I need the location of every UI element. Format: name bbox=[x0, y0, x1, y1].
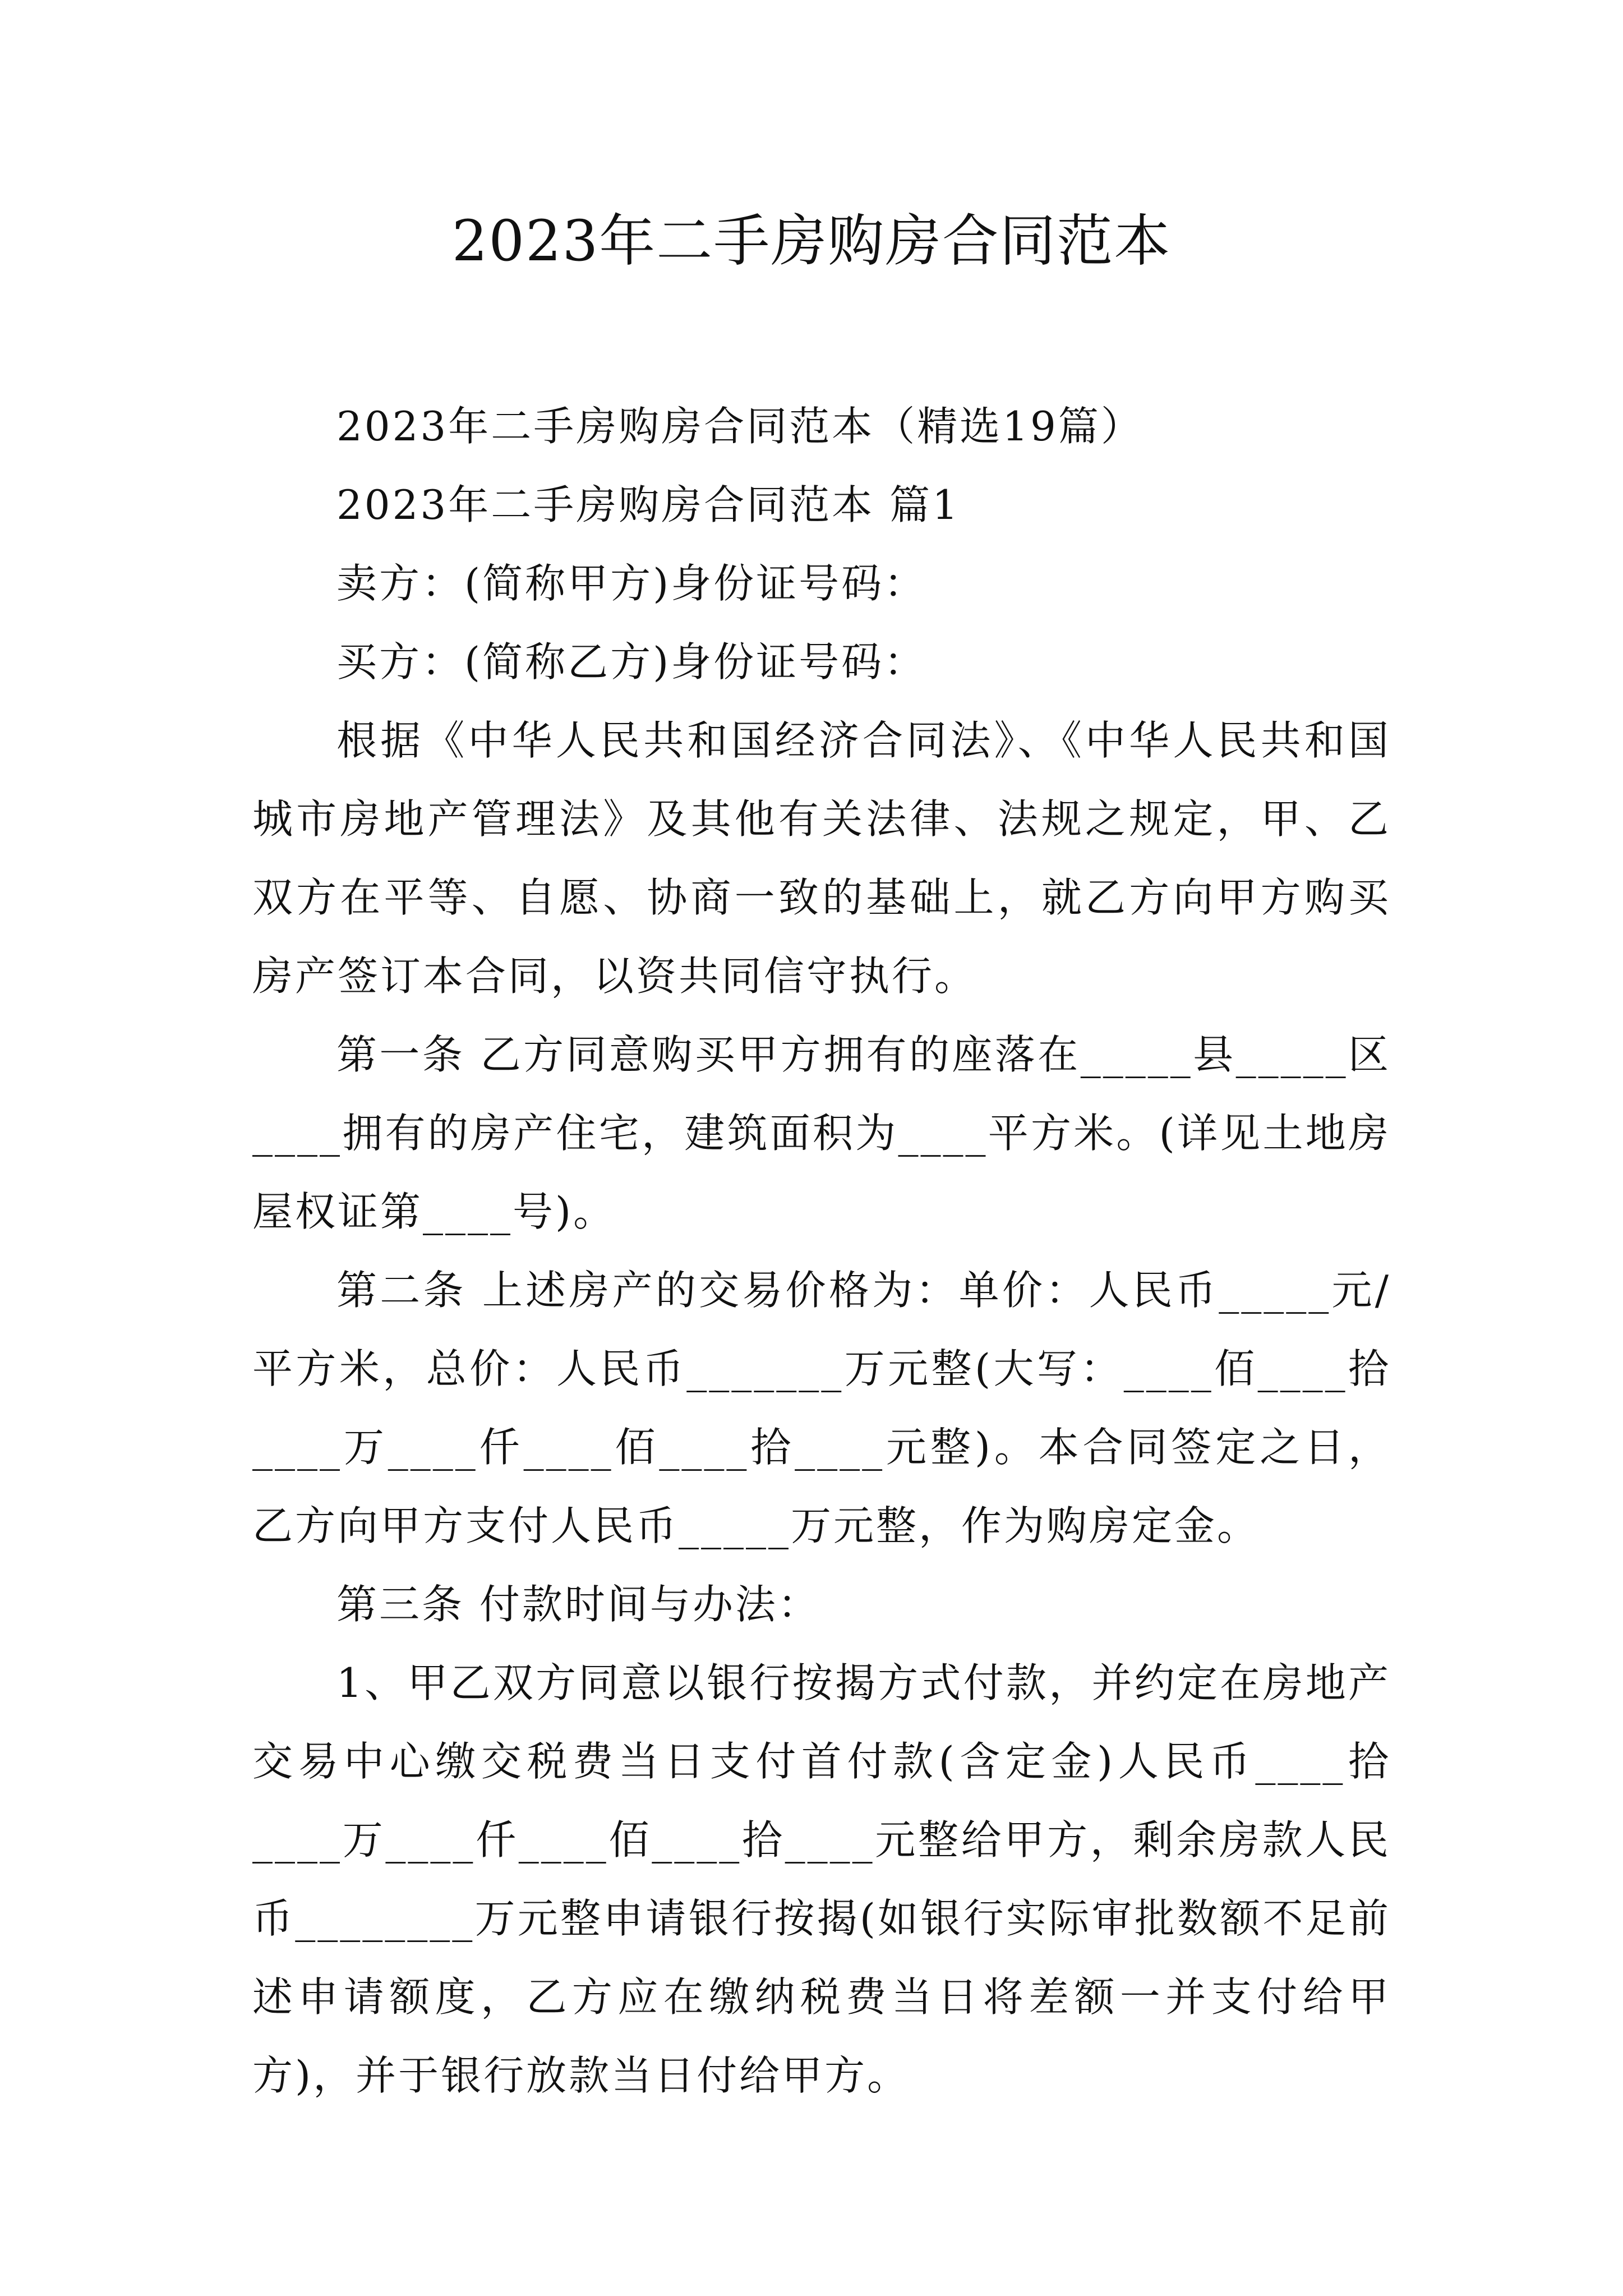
document-body bbox=[252, 387, 1391, 2115]
paragraph-subtitle: 2023年二手房购房合同范本（精选19篇） bbox=[336, 403, 1144, 450]
paragraph-buyer: 买方：(简称乙方)身份证号码： bbox=[336, 638, 927, 685]
paragraph-preamble: 根据《中华人民共和国经济合同法》、《中华人民共和国城市房地产管理法》及其他有关法律、法规之规定，甲、乙双方在平等、自愿、协商一致的基础上，就乙方向甲方购买房产签订本合同，以资共同信守执行。 bbox=[252, 717, 1391, 1000]
paragraph-article-3: 第三条 付款时间与办法： bbox=[336, 1581, 820, 1628]
paragraph-article-1: 第一条 乙方同意购买甲方拥有的座落在_____县_____区____拥有的房产住宅，建筑面积为____平方米。(详见土地房屋权证第____号)。 bbox=[252, 1031, 1391, 1235]
paragraph-seller: 卖方：(简称甲方)身份证号码： bbox=[336, 560, 927, 607]
paragraph-section-heading: 2023年二手房购房合同范本 篇1 bbox=[336, 481, 960, 528]
paragraph-article-2: 第二条 上述房产的交易价格为：单价：人民币_____元/平方米，总价：人民币_______万元整(大写：____佰____拾____万____仟____佰____拾____元整)。本合同签定之日，乙方向甲方支付人民币_____万元整，作为购房定金。 bbox=[252, 1267, 1391, 1549]
document-title: 2023年二手房购房合同范本 bbox=[451, 208, 1172, 274]
paragraph-article-3-item-1: 1、甲乙双方同意以银行按揭方式付款，并约定在房地产交易中心缴交税费当日支付首付款(含定金)人民币____拾____万____仟____佰____拾____元整给甲方，剩余房款人民币________万元整申请银行按揭(如银行实际审批数额不足前述申请额度，乙方应在缴纳税费当日将差额一并支付给甲方)，并于银行放款当日付给甲方。 bbox=[252, 1659, 1391, 2099]
